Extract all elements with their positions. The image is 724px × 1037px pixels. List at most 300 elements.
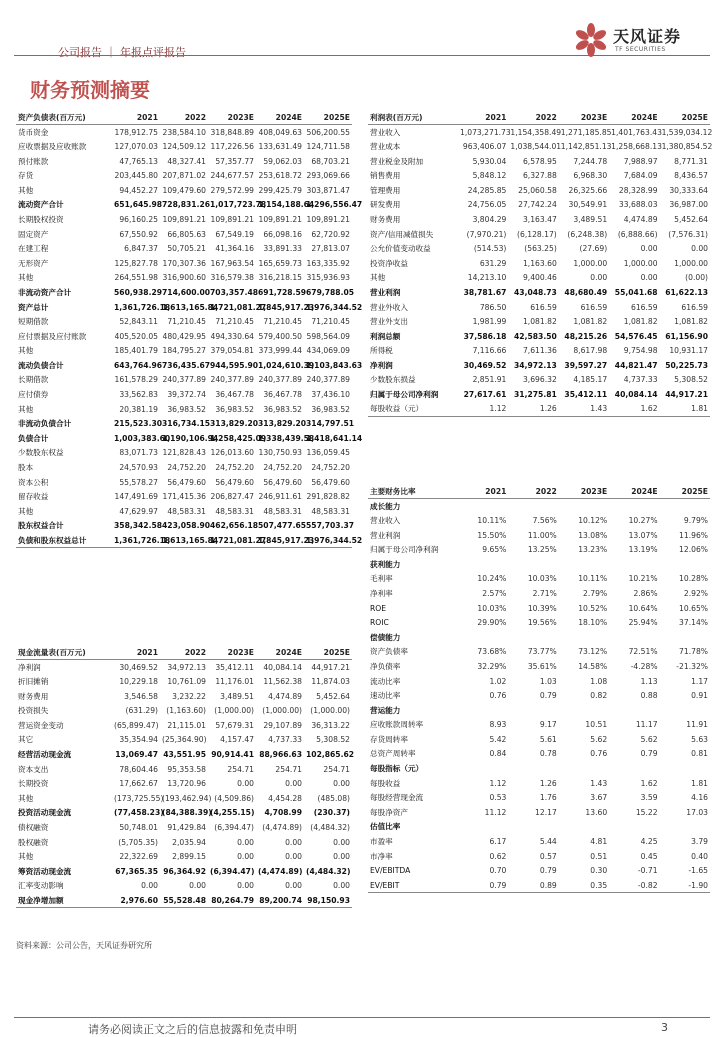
value-cell: 73.68% (477, 647, 507, 657)
value-cell (559, 761, 609, 776)
value-cell: 10,761.09 (167, 676, 206, 686)
table-row (16, 241, 352, 256)
value-cell: (77,458.23) (114, 808, 164, 818)
value-cell: 178,912.75 (114, 127, 158, 137)
table-header-row (368, 484, 710, 499)
table-row (16, 227, 352, 242)
value-cell: (1,000.00) (262, 706, 302, 716)
value-cell: 4,454.28 (268, 793, 302, 803)
value-cell: 40,084.14 (614, 390, 658, 400)
value-cell: 170,307.36 (162, 258, 206, 268)
table-row (16, 125, 352, 140)
value-cell: 0.00 (640, 244, 658, 254)
value-cell: 1.81 (691, 778, 708, 788)
value-cell: 31,275.81 (514, 390, 557, 400)
value-cell: 405,520.05 (114, 331, 158, 341)
value-cell: 253,618.72 (258, 171, 302, 181)
value-cell: 72.51% (628, 647, 658, 657)
row-label: 长期股权投资 (18, 214, 64, 224)
row-label: 归属于母公司净利润 (370, 390, 439, 400)
value-cell (559, 630, 609, 645)
value-cell: (4,484.32) (306, 866, 351, 876)
value-cell: 1,613,165.84 (162, 535, 219, 545)
value-cell: 11.17 (635, 720, 658, 730)
table-row (368, 718, 710, 733)
value-cell: 0.00 (285, 837, 302, 847)
table-row (368, 659, 710, 674)
table-row (16, 358, 352, 373)
value-cell: 48,583.31 (167, 506, 206, 516)
value-cell: 314,797.51 (306, 419, 355, 429)
value-cell: 316,218.15 (258, 273, 302, 283)
row-label: 其他 (370, 273, 386, 283)
value-cell: 963,406.07 (462, 141, 507, 151)
row-label: 股本 (18, 463, 34, 473)
value-cell: 0.00 (333, 779, 350, 789)
value-cell: (5,705.35) (118, 837, 158, 847)
value-cell: 102,865.62 (306, 749, 355, 759)
table-header-row (16, 110, 352, 125)
value-cell (660, 499, 710, 514)
row-label: 归属于母公司净利润 (370, 545, 439, 555)
value-cell: 679,788.05 (306, 287, 355, 297)
row-label: 应付债券 (18, 390, 49, 400)
table-row (368, 542, 710, 557)
row-label: 营运资金变动 (18, 720, 64, 730)
value-cell: 27,813.07 (311, 244, 350, 254)
value-cell: 50,225.73 (665, 360, 708, 370)
value-cell: 3,489.51 (220, 691, 254, 701)
value-cell: 15.22 (635, 807, 658, 817)
value-cell: 1,000.00 (573, 258, 608, 268)
value-cell: 7,244.78 (573, 156, 608, 166)
value-cell: 37,586.18 (463, 331, 507, 341)
value-cell: -0.82 (637, 880, 658, 890)
value-cell: 32.29% (477, 661, 507, 671)
value-cell: 27,742.24 (518, 200, 557, 210)
value-cell: 616.59 (630, 302, 658, 312)
value-cell: 44,917.21 (665, 390, 708, 400)
value-cell: 0.70 (489, 866, 507, 876)
value-cell: 0.00 (691, 244, 708, 254)
value-cell: 2,899.15 (172, 852, 206, 862)
value-cell: 2.57% (482, 588, 507, 598)
row-label: EV/EBIT (370, 880, 400, 890)
value-cell: 714,600.00 (162, 287, 211, 297)
value-cell: 95,353.58 (167, 764, 206, 774)
value-cell: 25.94% (628, 618, 658, 628)
value-cell: 88,966.63 (259, 749, 302, 759)
value-cell: 1,338,439.58 (258, 433, 315, 443)
value-cell (660, 630, 710, 645)
row-label: 管理费用 (370, 185, 401, 195)
value-cell: 1,845,917.23 (258, 302, 315, 312)
value-cell: 10.39% (527, 603, 557, 613)
value-cell: (1,163.60) (166, 706, 206, 716)
value-cell: 13,069.47 (115, 749, 158, 759)
value-cell: (563.25) (524, 244, 557, 254)
row-label: 研发费用 (370, 200, 401, 210)
value-cell: 29,107.89 (263, 720, 302, 730)
value-cell: 8,771.31 (674, 156, 708, 166)
value-cell: (4,484.32) (310, 822, 350, 832)
row-label: EV/EBITDA (370, 866, 411, 876)
value-cell: 13.25% (527, 545, 557, 555)
value-cell: 5,930.04 (472, 156, 507, 166)
value-cell: 19.56% (527, 618, 557, 628)
value-cell (508, 820, 558, 835)
value-cell: 1,024,610.39 (258, 360, 315, 370)
value-cell: -21.32% (676, 661, 708, 671)
value-cell: 43,048.73 (514, 287, 557, 297)
value-cell: 1,073,271.73 (460, 127, 511, 137)
value-cell: 1,401,763.43 (611, 127, 662, 137)
value-cell: 2,976.60 (120, 895, 158, 905)
value-cell: 127,070.03 (114, 141, 158, 151)
row-label: 股东权益合计 (18, 521, 64, 531)
value-cell (458, 761, 508, 776)
value-cell: 18.10% (578, 618, 608, 628)
table-row (368, 373, 710, 388)
row-label: 净利润 (370, 360, 393, 370)
value-cell: 25,060.58 (518, 185, 557, 195)
section-title: 财务预测摘要 (30, 78, 150, 102)
row-label: 每股收益 (370, 778, 401, 788)
value-cell: 0.84 (489, 749, 507, 759)
value-cell: 55,528.48 (163, 895, 206, 905)
row-label: 其他 (18, 185, 34, 195)
value-cell: 303,871.47 (306, 185, 350, 195)
value-cell: 579,400.50 (258, 331, 302, 341)
value-cell: 39,597.27 (564, 360, 608, 370)
value-cell: 316,579.38 (210, 273, 254, 283)
value-cell: 3.59 (640, 793, 658, 803)
table-row (16, 660, 352, 675)
value-cell: (1,000.00) (310, 706, 350, 716)
value-cell: 36,467.78 (215, 390, 254, 400)
row-label: 应付票据及应付账款 (18, 331, 87, 341)
value-cell: 631.29 (479, 258, 507, 268)
value-cell (609, 499, 659, 514)
value-cell: 11,874.03 (311, 676, 350, 686)
table-row (368, 358, 710, 373)
value-cell: 0.89 (539, 880, 557, 890)
value-cell (660, 820, 710, 835)
table-row (16, 791, 352, 806)
value-cell: 1,081.82 (522, 317, 557, 327)
value-cell: 506,200.55 (306, 127, 350, 137)
value-cell: (6,248.38) (567, 229, 608, 239)
value-cell: 27,617.61 (463, 390, 507, 400)
value-cell: 6.17 (489, 837, 507, 847)
value-cell: 291,828.82 (306, 492, 350, 502)
value-cell: 379,054.81 (210, 346, 254, 356)
row-label: 流动资产合计 (18, 200, 64, 210)
value-cell: 0.00 (237, 779, 254, 789)
value-cell: 62,720.92 (311, 229, 350, 239)
row-label: 无形资产 (18, 258, 49, 268)
value-cell: 91,429.84 (167, 822, 206, 832)
value-cell: 171,415.36 (162, 492, 206, 502)
value-cell: 5.44 (539, 837, 557, 847)
value-cell: 1,613,165.84 (162, 302, 219, 312)
value-cell: 358,342.58 (114, 521, 163, 531)
table-row (16, 344, 352, 359)
table-row (368, 586, 710, 601)
value-cell: 7.56% (532, 515, 557, 525)
row-label: 负债合计 (18, 433, 49, 443)
value-cell: 33,562.83 (119, 390, 158, 400)
value-cell (559, 557, 609, 572)
table-row (368, 212, 710, 227)
table-row (16, 387, 352, 402)
value-cell: 2,035.94 (172, 837, 206, 847)
value-cell: 3,546.58 (124, 691, 158, 701)
value-cell: 66,805.63 (167, 229, 206, 239)
value-cell: 1.03 (539, 676, 557, 686)
value-cell: 9.65% (482, 545, 507, 555)
value-cell: 1,154,188.64 (258, 200, 315, 210)
value-cell: (6,128.17) (517, 229, 557, 239)
value-cell: 10.51 (585, 720, 608, 730)
value-cell (559, 820, 609, 835)
logo-flower-icon (573, 22, 609, 58)
table-row (16, 747, 352, 762)
row-label: 估值比率 (370, 822, 401, 832)
value-cell: (193,462.94) (162, 793, 212, 803)
table-row (16, 762, 352, 777)
value-cell: 254.71 (227, 764, 254, 774)
row-label: 营业外收入 (370, 302, 408, 312)
value-cell: 34,972.13 (167, 662, 206, 672)
value-cell: 109,891.21 (210, 214, 254, 224)
value-cell: 1,418,641.14 (306, 433, 363, 443)
value-cell: 14,213.10 (467, 273, 507, 283)
table-row (368, 601, 710, 616)
value-cell: 15.50% (477, 530, 507, 540)
column-header: 2021 (136, 647, 158, 657)
value-cell: 1.08 (590, 676, 608, 686)
value-cell (559, 499, 609, 514)
table-row (368, 329, 710, 344)
value-cell: 0.00 (285, 881, 302, 891)
value-cell: (485.08) (317, 793, 350, 803)
value-cell: 96,364.92 (163, 866, 206, 876)
value-cell: 8.93 (489, 720, 507, 730)
value-cell: 5.42 (489, 734, 507, 744)
value-cell: 0.79 (539, 866, 557, 876)
value-cell: 1,163.60 (522, 258, 557, 268)
table-row (368, 878, 710, 893)
value-cell: 22,322.69 (119, 852, 158, 862)
value-cell (609, 703, 659, 718)
table-row (368, 688, 710, 703)
value-cell: 3,804.29 (472, 214, 507, 224)
value-cell: 161,578.29 (114, 375, 158, 385)
row-label: 投资活动现金流 (18, 808, 72, 818)
value-cell: 56,479.60 (215, 477, 254, 487)
value-cell: 0.35 (590, 880, 608, 890)
table-row (368, 776, 710, 791)
value-cell: 0.79 (539, 691, 557, 701)
value-cell: 0.81 (691, 749, 708, 759)
value-cell (609, 630, 659, 645)
value-cell: 1,154,358.49 (510, 127, 562, 137)
value-cell: 1,000.00 (674, 258, 708, 268)
value-cell: (7,970.21) (466, 229, 507, 239)
value-cell: 0.00 (189, 881, 206, 891)
value-cell: 1,081.82 (573, 317, 608, 327)
value-cell: 10.21% (628, 574, 658, 584)
value-cell: 0.76 (489, 691, 507, 701)
value-cell: 71,210.45 (263, 317, 302, 327)
value-cell: 34,972.13 (514, 360, 557, 370)
value-cell: 1,721,081.27 (210, 535, 267, 545)
row-label: 应收账款周转率 (370, 720, 424, 730)
value-cell (559, 703, 609, 718)
value-cell: 56,479.60 (311, 477, 350, 487)
row-label: 长期借款 (18, 375, 49, 385)
cash-flow-table (16, 645, 355, 908)
column-header: 2022 (184, 647, 206, 657)
row-label: 其它 (18, 735, 34, 745)
value-cell: 315,936.93 (306, 273, 350, 283)
table-row (16, 416, 352, 431)
table-row (16, 183, 352, 198)
value-cell: 13,720.96 (167, 779, 206, 789)
table-row (16, 703, 352, 718)
value-cell: 21,115.01 (167, 720, 206, 730)
value-cell: (6,888.66) (617, 229, 658, 239)
value-cell: (7,576.31) (668, 229, 708, 239)
value-cell: 1,081.82 (674, 317, 708, 327)
value-cell: 1.26 (539, 778, 557, 788)
value-cell: 9,754.98 (623, 346, 658, 356)
table-row (368, 645, 710, 660)
row-label: 资产/信用减值损失 (370, 229, 434, 239)
value-cell: 13.19% (628, 545, 658, 555)
value-cell: 1.12 (489, 778, 507, 788)
table-row (368, 805, 710, 820)
column-header: 2023E (227, 647, 254, 657)
row-label: 债权融资 (18, 822, 49, 832)
table-row (16, 533, 352, 548)
row-label: 少数股东损益 (370, 375, 416, 385)
value-cell: (4,474.89) (262, 822, 302, 832)
value-cell: 616.59 (681, 302, 708, 312)
column-header: 2024E (631, 112, 658, 122)
value-cell: 616.59 (580, 302, 608, 312)
value-cell: 1.62 (640, 778, 658, 788)
column-header: 2024E (631, 486, 658, 496)
row-label: 应收票据及应收账款 (18, 141, 87, 151)
table-row (368, 849, 710, 864)
value-cell: 703,357.48 (210, 287, 259, 297)
value-cell: 3.67 (590, 793, 608, 803)
value-cell: 48,215.26 (564, 331, 608, 341)
table-row (368, 256, 710, 271)
value-cell: 207,871.02 (162, 171, 206, 181)
table-row (368, 834, 710, 849)
table-row (368, 630, 710, 645)
value-cell: 4,474.89 (623, 214, 658, 224)
value-cell: 0.51 (590, 851, 608, 861)
value-cell: 24,756.05 (467, 200, 507, 210)
value-cell: 47,765.13 (119, 156, 158, 166)
value-cell: 944,595.90 (210, 360, 259, 370)
value-cell: 40,084.14 (263, 662, 302, 672)
row-label: 偿债能力 (370, 632, 401, 642)
value-cell: (0.00) (685, 273, 708, 283)
value-cell: 52,843.11 (119, 317, 158, 327)
row-label: 短期借款 (18, 317, 49, 327)
row-label: 流动负债合计 (18, 360, 64, 370)
column-header: 2025E (681, 112, 708, 122)
value-cell: 36,987.00 (669, 200, 708, 210)
value-cell: 215,523.30 (114, 419, 163, 429)
value-cell: 59,062.03 (263, 156, 302, 166)
value-cell: 2.86% (633, 588, 658, 598)
value-cell: 4.81 (590, 837, 608, 847)
value-cell: 5.62 (640, 734, 658, 744)
table-row (368, 513, 710, 528)
row-label: 少数股东权益 (18, 448, 64, 458)
value-cell: (4,509.86) (214, 793, 254, 803)
value-cell: 4,157.47 (220, 735, 254, 745)
value-cell: 35,412.11 (564, 390, 608, 400)
value-cell: 67,365.35 (115, 866, 158, 876)
logo-name: 天风证券 (613, 27, 682, 46)
financial-ratios-table (368, 484, 710, 893)
value-cell: 10.24% (477, 574, 507, 584)
table-row (16, 864, 352, 879)
value-cell: -1.65 (688, 866, 708, 876)
value-cell: 1.43 (590, 404, 608, 414)
value-cell: 3,163.47 (522, 214, 557, 224)
value-cell: 109,891.21 (162, 214, 206, 224)
value-cell: 9.79% (683, 515, 708, 525)
value-cell (508, 557, 558, 572)
table-row (368, 790, 710, 805)
value-cell: 0.78 (539, 749, 557, 759)
value-cell: 39,372.74 (167, 390, 206, 400)
value-cell: 109,479.60 (162, 185, 206, 195)
value-cell: 6,578.95 (522, 156, 557, 166)
table-row (368, 344, 710, 359)
row-label: ROIC (370, 618, 389, 628)
value-cell: 24,752.20 (311, 463, 350, 473)
value-cell: 0.79 (489, 880, 507, 890)
value-cell: 238,584.10 (162, 127, 206, 137)
row-label: 利润总额 (370, 331, 401, 341)
column-header: 2021 (485, 486, 507, 496)
table-row (368, 820, 710, 835)
value-cell: 557,703.37 (306, 521, 355, 531)
column-header: 2022 (535, 112, 557, 122)
value-cell: 651,645.98 (114, 200, 163, 210)
value-cell: 4.25 (640, 837, 658, 847)
value-cell: 90,914.41 (211, 749, 254, 759)
row-label: 营业收入 (370, 127, 401, 137)
value-cell (508, 630, 558, 645)
value-cell: 50,705.21 (167, 244, 206, 254)
value-cell (458, 703, 508, 718)
value-cell: 1,003,383.60 (114, 433, 171, 443)
row-label: 净利润 (18, 662, 41, 672)
value-cell: 13.60 (585, 807, 608, 817)
value-cell: 55,041.68 (614, 287, 658, 297)
value-cell: 94,452.27 (119, 185, 158, 195)
